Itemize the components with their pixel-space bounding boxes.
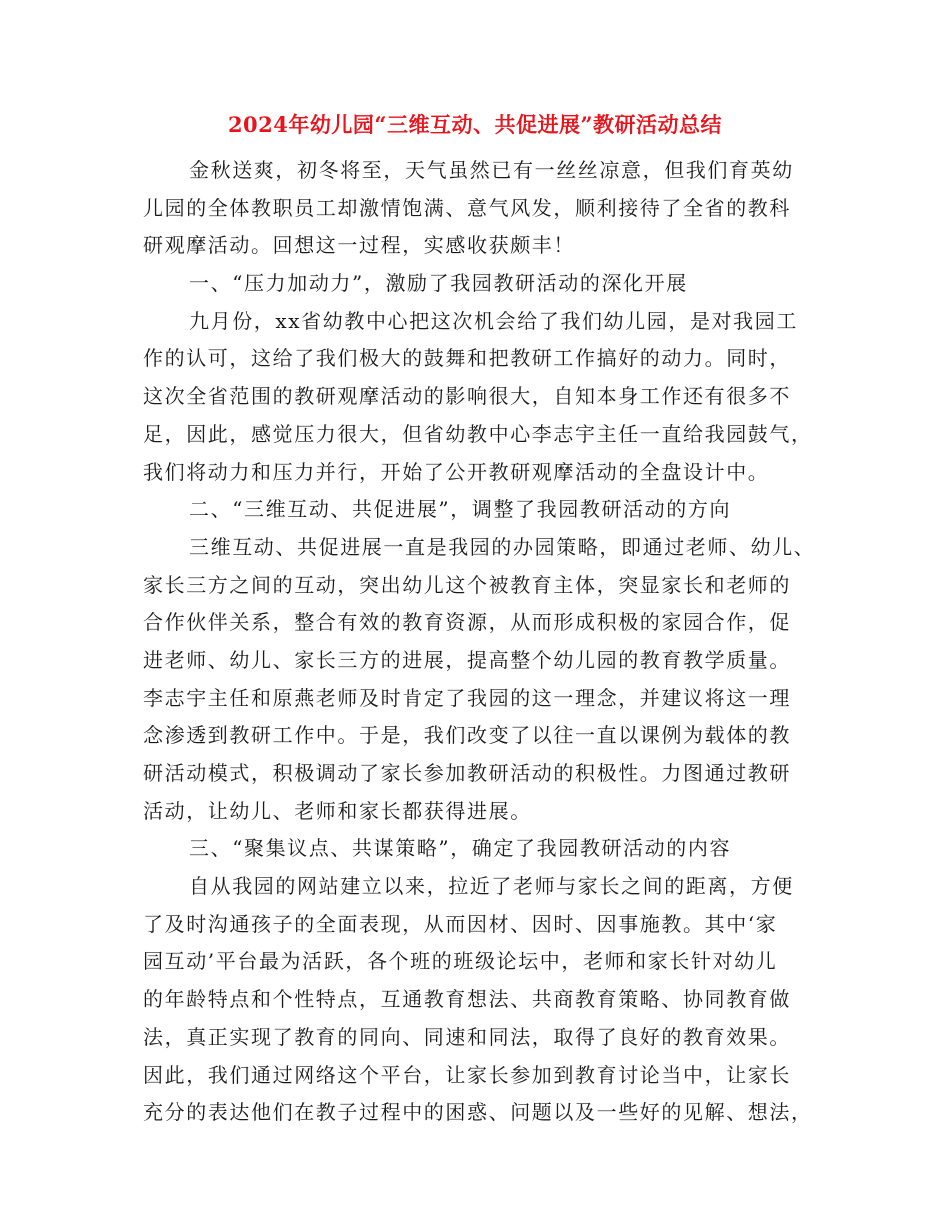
text-line: 九月份，xx省幼教中心把这次机会给了我们幼儿园，是对我园工 <box>189 308 798 333</box>
text-line: 活动，让幼儿、老师和家长都获得进展。 <box>143 798 532 823</box>
text-line: 作的认可，这给了我们极大的鼓舞和把教研工作搞好的动力。同时， <box>143 346 791 371</box>
text-line: 合作伙伴关系，整合有效的教育资源，从而形成积极的家园合作，促 <box>143 610 791 635</box>
text-line: 三维互动、共促进展一直是我园的办园策略，即通过老师、幼儿、 <box>189 534 816 559</box>
text-line: 我们将动力和压力并行，开始了公开教研观摩活动的全盘设计中。 <box>143 459 770 484</box>
text-line: 研活动模式，积极调动了家长参加教研活动的积极性。力图通过教研 <box>143 761 791 785</box>
text-line: 三、“聚集议点、共谋策略”，确定了我园教研活动的内容 <box>189 836 732 861</box>
text-line: 因此，我们通过网络这个平台，让家长参加到教育讨论当中，让家长 <box>143 1062 791 1087</box>
text-line: 李志宇主任和原燕老师及时肯定了我园的这一理念，并建议将这一理 <box>143 685 791 710</box>
text-line: 充分的表达他们在教子过程中的困惑、问题以及一些好的见解、想法， <box>143 1100 813 1125</box>
text-line: 的年龄特点和个性特点，互通教育想法、共商教育策略、协同教育做 <box>143 987 791 1012</box>
text-line: 了及时沟通孩子的全面表现，从而因材、因时、因事施教。其中‘家 <box>143 911 778 936</box>
text-line: 家长三方之间的互动，突出幼儿这个被教育主体，突显家长和老师的 <box>143 572 791 597</box>
text-line: 研观摩活动。回想这一过程，实感收获颇丰！ <box>143 233 575 258</box>
text-line: 念渗透到教研工作中。于是，我们改变了以往一直以课例为载体的教 <box>143 723 791 748</box>
document-title: 2024年幼儿园“三维互动、共促进展”教研活动总结 <box>227 112 723 137</box>
text-line: 一、“压力加动力”，激励了我园教研活动的深化开展 <box>189 271 688 296</box>
document-body <box>143 152 816 1132</box>
text-line: 儿园的全体教职员工却激情饱满、意气风发，顺利接待了全省的教科 <box>143 195 791 220</box>
text-line: 园互动’平台最为活跃，各个班的班级论坛中，老师和家长针对幼儿 <box>143 949 778 974</box>
text-line: 足，因此，感觉压力很大，但省幼教中心李志宇主任一直给我园鼓气， <box>143 421 813 446</box>
text-line: 这次全省范围的教研观摩活动的影响很大，自知本身工作还有很多不 <box>143 384 791 409</box>
text-line: 二、“三维互动、共促进展”，调整了我园教研活动的方向 <box>189 497 732 522</box>
text-line: 金秋送爽，初冬将至，天气虽然已有一丝丝凉意，但我们育英幼 <box>189 158 794 182</box>
text-line: 法，真正实现了教育的同向、同速和同法，取得了良好的教育效果。 <box>143 1024 791 1049</box>
text-line: 自从我园的网站建立以来，拉近了老师与家长之间的距离，方便 <box>189 874 794 899</box>
text-line: 进老师、幼儿、家长三方的进展，提高整个幼儿园的教育教学质量。 <box>143 647 791 672</box>
